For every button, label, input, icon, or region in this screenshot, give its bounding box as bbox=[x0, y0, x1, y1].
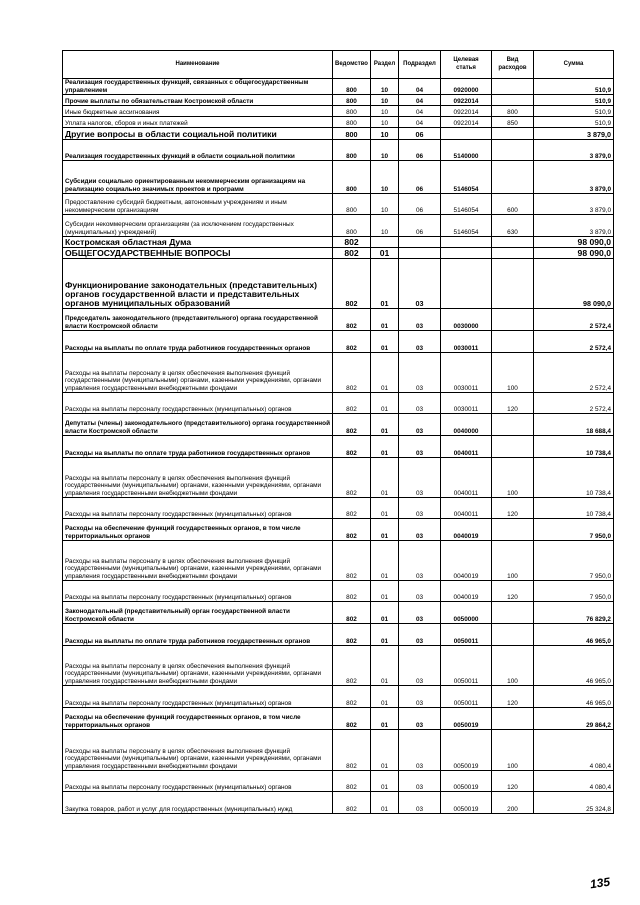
cell-exp: 100 bbox=[492, 646, 534, 686]
cell-target: 0040019 bbox=[441, 541, 492, 581]
cell-dept: 802 bbox=[333, 237, 371, 248]
cell-sum: 98 090,0 bbox=[534, 237, 614, 248]
cell-exp bbox=[492, 624, 534, 646]
header-row bbox=[63, 51, 614, 79]
cell-dept: 800 bbox=[333, 79, 371, 95]
cell-exp bbox=[492, 436, 534, 458]
cell-subsection: 03 bbox=[399, 458, 441, 498]
cell-subsection: 03 bbox=[399, 771, 441, 792]
cell-exp: 100 bbox=[492, 730, 534, 771]
cell-section: 01 bbox=[371, 581, 399, 602]
cell-exp bbox=[492, 79, 534, 95]
cell-dept: 800 bbox=[333, 194, 371, 215]
cell-exp bbox=[492, 602, 534, 624]
cell-subsection: 03 bbox=[399, 393, 441, 414]
cell-target: 0922014 bbox=[441, 95, 492, 106]
cell-section: 01 bbox=[371, 353, 399, 393]
cell-name: Расходы на выплаты персоналу в целях обеспечения выполнения функций государственными (муниципальными) органами, казенными учреждениями, органами управления государственными внебюджетными фондами bbox=[63, 730, 333, 771]
cell-exp bbox=[492, 128, 534, 140]
cell-target: 0050000 bbox=[441, 602, 492, 624]
cell-sum: 2 572,4 bbox=[534, 331, 614, 353]
cell-section: 01 bbox=[371, 686, 399, 708]
cell-name: Расходы на выплаты персоналу в целях обеспечения выполнения функций государственными (муниципальными) органами, казенными учреждениями, органами управления государственными внебюджетными фондами bbox=[63, 646, 333, 686]
cell-name: Реализация государственных функций, связанных с общегосударственным управлением bbox=[63, 79, 333, 95]
cell-target: 0050019 bbox=[441, 792, 492, 814]
cell-section: 01 bbox=[371, 436, 399, 458]
cell-exp: 120 bbox=[492, 771, 534, 792]
cell-section: 01 bbox=[371, 331, 399, 353]
cell-sum: 2 572,4 bbox=[534, 393, 614, 414]
cell-subsection: 06 bbox=[399, 215, 441, 237]
cell-section: 01 bbox=[371, 624, 399, 646]
cell-exp bbox=[492, 331, 534, 353]
cell-dept: 800 bbox=[333, 117, 371, 128]
cell-subsection: 03 bbox=[399, 686, 441, 708]
cell-subsection: 03 bbox=[399, 602, 441, 624]
table-row bbox=[63, 237, 614, 248]
cell-target: 0040019 bbox=[441, 519, 492, 541]
cell-dept: 800 bbox=[333, 161, 371, 194]
cell-subsection: 03 bbox=[399, 541, 441, 581]
cell-sum: 510,9 bbox=[534, 106, 614, 117]
cell-sum: 3 879,0 bbox=[534, 161, 614, 194]
cell-dept: 802 bbox=[333, 353, 371, 393]
cell-subsection: 03 bbox=[399, 624, 441, 646]
cell-sum: 10 738,4 bbox=[534, 458, 614, 498]
table-row bbox=[63, 128, 614, 140]
table-row bbox=[63, 79, 614, 95]
cell-section: 01 bbox=[371, 602, 399, 624]
cell-name: Расходы на обеспечение функций государственных органов, в том числе территориальных органов bbox=[63, 519, 333, 541]
table-row bbox=[63, 792, 614, 814]
cell-sum: 3 879,0 bbox=[534, 140, 614, 161]
cell-target: 5146054 bbox=[441, 161, 492, 194]
cell-subsection: 03 bbox=[399, 436, 441, 458]
cell-sum: 46 965,0 bbox=[534, 686, 614, 708]
cell-target: 0922014 bbox=[441, 117, 492, 128]
cell-name: Расходы на выплаты персоналу в целях обеспечения выполнения функций государственными (муниципальными) органами, казенными учреждениями, органами управления государственными внебюджетными фондами bbox=[63, 353, 333, 393]
cell-name: Предоставление субсидий бюджетным, автономным учреждениям и иным некоммерческим организациям bbox=[63, 194, 333, 215]
cell-exp bbox=[492, 309, 534, 331]
cell-name: Расходы на выплаты персоналу государственных (муниципальных) органов bbox=[63, 686, 333, 708]
header-subsection: Подраздел bbox=[399, 51, 441, 79]
cell-dept: 800 bbox=[333, 140, 371, 161]
cell-sum: 46 965,0 bbox=[534, 646, 614, 686]
cell-sum: 18 688,4 bbox=[534, 414, 614, 436]
cell-section: 10 bbox=[371, 79, 399, 95]
cell-subsection: 06 bbox=[399, 194, 441, 215]
cell-dept: 802 bbox=[333, 581, 371, 602]
cell-dept: 802 bbox=[333, 393, 371, 414]
cell-exp bbox=[492, 140, 534, 161]
cell-name: Законодательный (представительный) орган государственной власти Костромской области bbox=[63, 602, 333, 624]
table-row bbox=[63, 519, 614, 541]
cell-section: 01 bbox=[371, 730, 399, 771]
table-row bbox=[63, 771, 614, 792]
cell-section: 10 bbox=[371, 95, 399, 106]
header-exp: Вид расходов bbox=[492, 51, 534, 79]
cell-section: 01 bbox=[371, 458, 399, 498]
cell-name: Уплата налогов, сборов и иных платежей bbox=[63, 117, 333, 128]
cell-subsection: 03 bbox=[399, 792, 441, 814]
cell-exp: 120 bbox=[492, 393, 534, 414]
cell-target bbox=[441, 248, 492, 259]
cell-section: 10 bbox=[371, 161, 399, 194]
cell-sum: 3 879,0 bbox=[534, 128, 614, 140]
cell-subsection bbox=[399, 237, 441, 248]
table-row bbox=[63, 436, 614, 458]
cell-sum: 76 829,2 bbox=[534, 602, 614, 624]
cell-dept: 802 bbox=[333, 602, 371, 624]
table-row bbox=[63, 95, 614, 106]
cell-name: Расходы на выплаты по оплате труда работников государственных органов bbox=[63, 436, 333, 458]
cell-dept: 802 bbox=[333, 309, 371, 331]
cell-name: Расходы на выплаты персоналу в целях обеспечения выполнения функций государственными (муниципальными) органами, казенными учреждениями, органами управления государственными внебюджетными фондами bbox=[63, 541, 333, 581]
cell-exp: 850 bbox=[492, 117, 534, 128]
cell-name: Функционирование законодательных (представительных) органов государственной власти и представительных органов муниципальных образований bbox=[63, 259, 333, 309]
table-row bbox=[63, 393, 614, 414]
cell-dept: 802 bbox=[333, 498, 371, 519]
cell-exp bbox=[492, 259, 534, 309]
cell-name: ОБЩЕГОСУДАРСТВЕННЫЕ ВОПРОСЫ bbox=[63, 248, 333, 259]
cell-sum: 98 090,0 bbox=[534, 259, 614, 309]
table-row bbox=[63, 259, 614, 309]
cell-subsection: 04 bbox=[399, 79, 441, 95]
cell-subsection: 03 bbox=[399, 259, 441, 309]
cell-name: Другие вопросы в области социальной политики bbox=[63, 128, 333, 140]
cell-exp: 630 bbox=[492, 215, 534, 237]
cell-subsection: 06 bbox=[399, 128, 441, 140]
cell-exp: 120 bbox=[492, 498, 534, 519]
cell-exp: 120 bbox=[492, 581, 534, 602]
table-row bbox=[63, 309, 614, 331]
cell-sum: 46 965,0 bbox=[534, 624, 614, 646]
header-target: Целевая статья bbox=[441, 51, 492, 79]
cell-section: 01 bbox=[371, 498, 399, 519]
cell-name: Прочие выплаты по обязательствам Костромской области bbox=[63, 95, 333, 106]
cell-target: 0040011 bbox=[441, 436, 492, 458]
cell-name: Расходы на выплаты персоналу государственных (муниципальных) органов bbox=[63, 393, 333, 414]
cell-dept: 802 bbox=[333, 519, 371, 541]
cell-name: Расходы на обеспечение функций государственных органов, в том числе территориальных органов bbox=[63, 708, 333, 730]
cell-sum: 7 950,0 bbox=[534, 519, 614, 541]
cell-section: 10 bbox=[371, 215, 399, 237]
cell-exp bbox=[492, 708, 534, 730]
cell-target: 0040011 bbox=[441, 458, 492, 498]
cell-dept: 802 bbox=[333, 541, 371, 581]
cell-sum: 3 879,0 bbox=[534, 215, 614, 237]
cell-subsection: 03 bbox=[399, 331, 441, 353]
cell-section: 01 bbox=[371, 309, 399, 331]
cell-section: 10 bbox=[371, 106, 399, 117]
cell-target: 5140000 bbox=[441, 140, 492, 161]
cell-subsection: 06 bbox=[399, 161, 441, 194]
cell-name: Субсидии социально ориентированным некоммерческим организациям на реализацию социально значимых проектов и программ bbox=[63, 161, 333, 194]
header-dept: Ведомство bbox=[333, 51, 371, 79]
cell-subsection: 06 bbox=[399, 140, 441, 161]
cell-subsection: 03 bbox=[399, 498, 441, 519]
cell-subsection: 03 bbox=[399, 581, 441, 602]
header-sum: Сумма bbox=[534, 51, 614, 79]
cell-exp: 600 bbox=[492, 194, 534, 215]
cell-dept: 802 bbox=[333, 436, 371, 458]
cell-sum: 29 864,2 bbox=[534, 708, 614, 730]
cell-target: 5146054 bbox=[441, 215, 492, 237]
cell-section: 01 bbox=[371, 414, 399, 436]
cell-name: Субсидии некоммерческим организациям (за исключением государственных (муниципальных) учреждений) bbox=[63, 215, 333, 237]
cell-sum: 98 090,0 bbox=[534, 248, 614, 259]
cell-name: Председатель законодательного (представительного) органа государственной власти Костромской области bbox=[63, 309, 333, 331]
cell-subsection: 03 bbox=[399, 708, 441, 730]
cell-subsection: 04 bbox=[399, 106, 441, 117]
cell-section: 01 bbox=[371, 708, 399, 730]
cell-sum: 7 950,0 bbox=[534, 581, 614, 602]
cell-subsection: 03 bbox=[399, 353, 441, 393]
cell-dept: 802 bbox=[333, 331, 371, 353]
cell-dept: 802 bbox=[333, 259, 371, 309]
cell-dept: 802 bbox=[333, 248, 371, 259]
cell-target bbox=[441, 259, 492, 309]
cell-section: 01 bbox=[371, 248, 399, 259]
cell-subsection: 03 bbox=[399, 414, 441, 436]
cell-dept: 802 bbox=[333, 686, 371, 708]
cell-section: 01 bbox=[371, 393, 399, 414]
cell-dept: 802 bbox=[333, 414, 371, 436]
table-row bbox=[63, 581, 614, 602]
table-row bbox=[63, 624, 614, 646]
cell-target: 0922014 bbox=[441, 106, 492, 117]
table-row bbox=[63, 414, 614, 436]
table-row bbox=[63, 686, 614, 708]
cell-name: Расходы на выплаты персоналу государственных (муниципальных) органов bbox=[63, 498, 333, 519]
cell-name: Закупка товаров, работ и услуг для государственных (муниципальных) нужд bbox=[63, 792, 333, 814]
cell-subsection: 03 bbox=[399, 519, 441, 541]
cell-sum: 2 572,4 bbox=[534, 353, 614, 393]
cell-target: 0050019 bbox=[441, 708, 492, 730]
cell-name: Расходы на выплаты персоналу в целях обеспечения выполнения функций государственными (муниципальными) органами, казенными учреждениями, органами управления государственными внебюджетными фондами bbox=[63, 458, 333, 498]
cell-target: 0040000 bbox=[441, 414, 492, 436]
cell-section: 01 bbox=[371, 646, 399, 686]
cell-name: Расходы на выплаты по оплате труда работников государственных органов bbox=[63, 331, 333, 353]
cell-sum: 4 080,4 bbox=[534, 730, 614, 771]
cell-name: Депутаты (члены) законодательного (представительного) органа государственной власти Костромской области bbox=[63, 414, 333, 436]
table-row bbox=[63, 161, 614, 194]
cell-sum: 3 879,0 bbox=[534, 194, 614, 215]
header-section: Раздел bbox=[371, 51, 399, 79]
cell-exp: 100 bbox=[492, 353, 534, 393]
cell-exp: 200 bbox=[492, 792, 534, 814]
cell-section: 10 bbox=[371, 128, 399, 140]
cell-target: 0050019 bbox=[441, 771, 492, 792]
cell-exp: 100 bbox=[492, 458, 534, 498]
cell-sum: 510,9 bbox=[534, 79, 614, 95]
table-row bbox=[63, 106, 614, 117]
cell-dept: 802 bbox=[333, 624, 371, 646]
table-row bbox=[63, 140, 614, 161]
cell-target bbox=[441, 128, 492, 140]
cell-target: 0030011 bbox=[441, 393, 492, 414]
cell-sum: 7 950,0 bbox=[534, 541, 614, 581]
cell-sum: 25 324,8 bbox=[534, 792, 614, 814]
table-row bbox=[63, 117, 614, 128]
cell-subsection: 04 bbox=[399, 95, 441, 106]
cell-name: Костромская областная Дума bbox=[63, 237, 333, 248]
cell-section: 01 bbox=[371, 259, 399, 309]
cell-section: 01 bbox=[371, 519, 399, 541]
cell-exp: 120 bbox=[492, 686, 534, 708]
budget-table bbox=[62, 50, 614, 814]
cell-dept: 802 bbox=[333, 708, 371, 730]
cell-section: 01 bbox=[371, 792, 399, 814]
table-row bbox=[63, 331, 614, 353]
cell-section: 10 bbox=[371, 140, 399, 161]
cell-name: Реализация государственных функций в области социальной политики bbox=[63, 140, 333, 161]
cell-name: Иные бюджетные ассигнования bbox=[63, 106, 333, 117]
table-row bbox=[63, 458, 614, 498]
cell-target: 0050019 bbox=[441, 730, 492, 771]
cell-target: 0030011 bbox=[441, 331, 492, 353]
table-row bbox=[63, 602, 614, 624]
table-row bbox=[63, 708, 614, 730]
cell-subsection: 04 bbox=[399, 117, 441, 128]
cell-dept: 800 bbox=[333, 128, 371, 140]
cell-exp bbox=[492, 237, 534, 248]
cell-name: Расходы на выплаты по оплате труда работников государственных органов bbox=[63, 624, 333, 646]
cell-dept: 802 bbox=[333, 792, 371, 814]
cell-sum: 10 738,4 bbox=[534, 436, 614, 458]
table-row bbox=[63, 730, 614, 771]
page-number: 135 bbox=[589, 874, 611, 892]
cell-section: 01 bbox=[371, 541, 399, 581]
table-row bbox=[63, 646, 614, 686]
cell-exp: 100 bbox=[492, 541, 534, 581]
cell-sum: 2 572,4 bbox=[534, 309, 614, 331]
cell-target: 0030011 bbox=[441, 353, 492, 393]
cell-exp bbox=[492, 95, 534, 106]
table-row bbox=[63, 541, 614, 581]
table-row bbox=[63, 248, 614, 259]
table-row bbox=[63, 498, 614, 519]
cell-sum: 510,9 bbox=[534, 95, 614, 106]
cell-target: 0920000 bbox=[441, 79, 492, 95]
table-row bbox=[63, 215, 614, 237]
cell-name: Расходы на выплаты персоналу государственных (муниципальных) органов bbox=[63, 581, 333, 602]
cell-target: 0040019 bbox=[441, 581, 492, 602]
cell-section: 01 bbox=[371, 771, 399, 792]
cell-section: 10 bbox=[371, 117, 399, 128]
cell-dept: 802 bbox=[333, 458, 371, 498]
table-row bbox=[63, 194, 614, 215]
cell-subsection: 03 bbox=[399, 730, 441, 771]
header-name: Наименование bbox=[63, 51, 333, 79]
cell-exp: 800 bbox=[492, 106, 534, 117]
cell-dept: 800 bbox=[333, 215, 371, 237]
table-row bbox=[63, 353, 614, 393]
cell-dept: 800 bbox=[333, 106, 371, 117]
cell-exp bbox=[492, 414, 534, 436]
cell-exp bbox=[492, 248, 534, 259]
cell-sum: 510,9 bbox=[534, 117, 614, 128]
cell-exp bbox=[492, 161, 534, 194]
cell-target: 0050011 bbox=[441, 686, 492, 708]
cell-exp bbox=[492, 519, 534, 541]
cell-dept: 802 bbox=[333, 771, 371, 792]
cell-dept: 802 bbox=[333, 730, 371, 771]
cell-dept: 800 bbox=[333, 95, 371, 106]
cell-dept: 802 bbox=[333, 646, 371, 686]
cell-subsection: 03 bbox=[399, 646, 441, 686]
cell-section bbox=[371, 237, 399, 248]
cell-section: 10 bbox=[371, 194, 399, 215]
cell-target bbox=[441, 237, 492, 248]
cell-subsection: 03 bbox=[399, 309, 441, 331]
cell-target: 0040011 bbox=[441, 498, 492, 519]
cell-target: 0050011 bbox=[441, 624, 492, 646]
cell-sum: 4 080,4 bbox=[534, 771, 614, 792]
cell-target: 0050011 bbox=[441, 646, 492, 686]
cell-name: Расходы на выплаты персоналу государственных (муниципальных) органов bbox=[63, 771, 333, 792]
cell-target: 5146054 bbox=[441, 194, 492, 215]
cell-subsection bbox=[399, 248, 441, 259]
cell-sum: 10 738,4 bbox=[534, 498, 614, 519]
cell-target: 0030000 bbox=[441, 309, 492, 331]
